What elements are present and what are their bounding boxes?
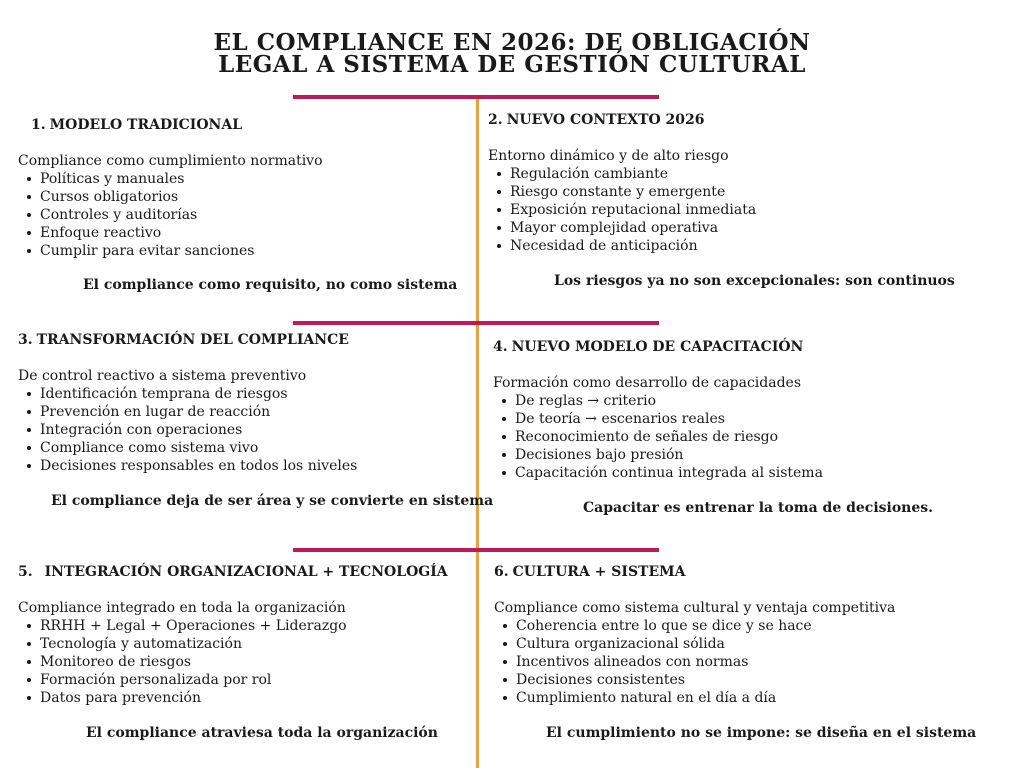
section-list <box>18 385 357 475</box>
list-item: Controles y auditorías <box>40 206 323 224</box>
list-item: RRHH + Legal + Operaciones + Liderazgo <box>40 617 448 635</box>
section-heading-text: NUEVO MODELO DE CAPACITACIÓN <box>511 339 804 355</box>
section-intro: Compliance como sistema cultural y ventaja competitiva <box>494 600 896 616</box>
section-summary: El compliance atraviesa toda la organización <box>86 725 438 741</box>
list-item: Incentivos alineados con normas <box>516 653 895 671</box>
section-number: 2. <box>488 112 503 128</box>
list-item: Exposición reputacional inmediata <box>510 202 757 218</box>
title-line-1: EL COMPLIANCE EN 2026: DE OBLIGACIÓN <box>213 29 811 56</box>
section-transformacion <box>18 331 357 475</box>
section-intro: De control reactivo a sistema preventivo <box>18 368 307 384</box>
section-capacitacion <box>493 338 823 482</box>
list-item: Regulación cambiante <box>510 165 756 183</box>
section-heading-text: MODELO TRADICIONAL <box>49 117 243 133</box>
list-item: Capacitación continua integrada al sistema <box>515 465 823 481</box>
section-heading <box>493 338 823 356</box>
list-item: Identificación temprana de riesgos <box>40 385 357 403</box>
section-integracion <box>18 563 448 707</box>
section-summary: El cumplimiento no se impone: se diseña en el sistema <box>546 725 977 741</box>
section-list <box>488 165 756 255</box>
section-heading <box>18 331 357 349</box>
list-item: De reglas → criterio <box>515 392 823 410</box>
list-item: Integración con operaciones <box>40 421 357 439</box>
section-number: 4. <box>493 339 508 355</box>
section-heading <box>18 563 448 581</box>
section-summary: El compliance deja de ser área y se convierte en sistema <box>51 493 494 509</box>
list-item: Compliance como sistema vivo <box>40 439 357 457</box>
section-number: 5. <box>18 564 33 580</box>
section-intro: Compliance como cumplimiento normativo <box>18 153 323 169</box>
section-heading-text: CULTURA + SISTEMA <box>512 564 686 580</box>
section-list <box>18 617 448 707</box>
list-item: Prevención en lugar de reacción <box>40 403 357 421</box>
list-item: Monitoreo de riesgos <box>40 653 448 671</box>
section-intro: Entorno dinámico y de alto riesgo <box>488 148 729 164</box>
section-heading <box>31 116 323 134</box>
list-item: Riesgo constante y emergente <box>510 183 756 201</box>
section-summary: El compliance como requisito, no como sistema <box>83 277 458 293</box>
section-heading-text: NUEVO CONTEXTO 2026 <box>506 112 705 128</box>
list-item: Cumplir para evitar sanciones <box>40 242 323 260</box>
horizontal-divider-top <box>293 95 659 99</box>
section-number: 1. <box>31 117 46 133</box>
list-item: Enfoque reactivo <box>40 224 323 242</box>
list-item: Coherencia entre lo que se dice y se hace <box>516 617 895 635</box>
list-item: Mayor complejidad operativa <box>510 219 756 237</box>
section-heading <box>494 563 895 581</box>
section-number: 6. <box>494 564 509 580</box>
page-title <box>0 29 1024 78</box>
section-number: 3. <box>18 332 33 348</box>
section-list <box>494 617 895 707</box>
list-item: Reconocimiento de señales de riesgo <box>515 428 823 446</box>
section-heading <box>488 111 756 129</box>
list-item: Tecnología y automatización <box>40 635 448 653</box>
list-item: Datos para prevención <box>40 689 448 707</box>
list-item: Cultura organizacional sólida <box>516 635 895 653</box>
section-intro: Compliance integrado en toda la organización <box>18 600 346 616</box>
section-heading-text: TRANSFORMACIÓN DEL COMPLIANCE <box>36 332 349 348</box>
list-item: Cursos obligatorios <box>40 188 323 206</box>
horizontal-divider-bottom <box>293 548 659 552</box>
list-item: Cumplimiento natural en el día a día <box>516 689 895 707</box>
section-list <box>18 170 323 260</box>
section-summary: Los riesgos ya no son excepcionales: son continuos <box>554 273 955 289</box>
list-item: Formación personalizada por rol <box>40 671 448 689</box>
list-item: Necesidad de anticipación <box>510 237 756 255</box>
list-item: Decisiones bajo presión <box>515 446 823 464</box>
section-intro: Formación como desarrollo de capacidades <box>493 375 802 391</box>
section-cultura-sistema <box>494 563 895 707</box>
section-summary: Capacitar es entrenar la toma de decisiones. <box>583 500 934 516</box>
section-nuevo-contexto <box>488 111 756 255</box>
title-line-2: LEGAL A SISTEMA DE GESTIÓN CULTURAL <box>218 51 806 78</box>
list-item: Decisiones responsables en todos los niveles <box>40 458 358 474</box>
list-item: De teoría → escenarios reales <box>515 410 823 428</box>
vertical-divider <box>476 97 479 768</box>
horizontal-divider-middle <box>293 321 659 325</box>
section-list <box>493 392 823 482</box>
list-item: Decisiones consistentes <box>516 671 895 689</box>
list-item: Políticas y manuales <box>40 170 323 188</box>
section-modelo-tradicional <box>18 116 323 260</box>
section-heading-text: INTEGRACIÓN ORGANIZACIONAL + TECNOLOGÍA <box>44 564 448 580</box>
